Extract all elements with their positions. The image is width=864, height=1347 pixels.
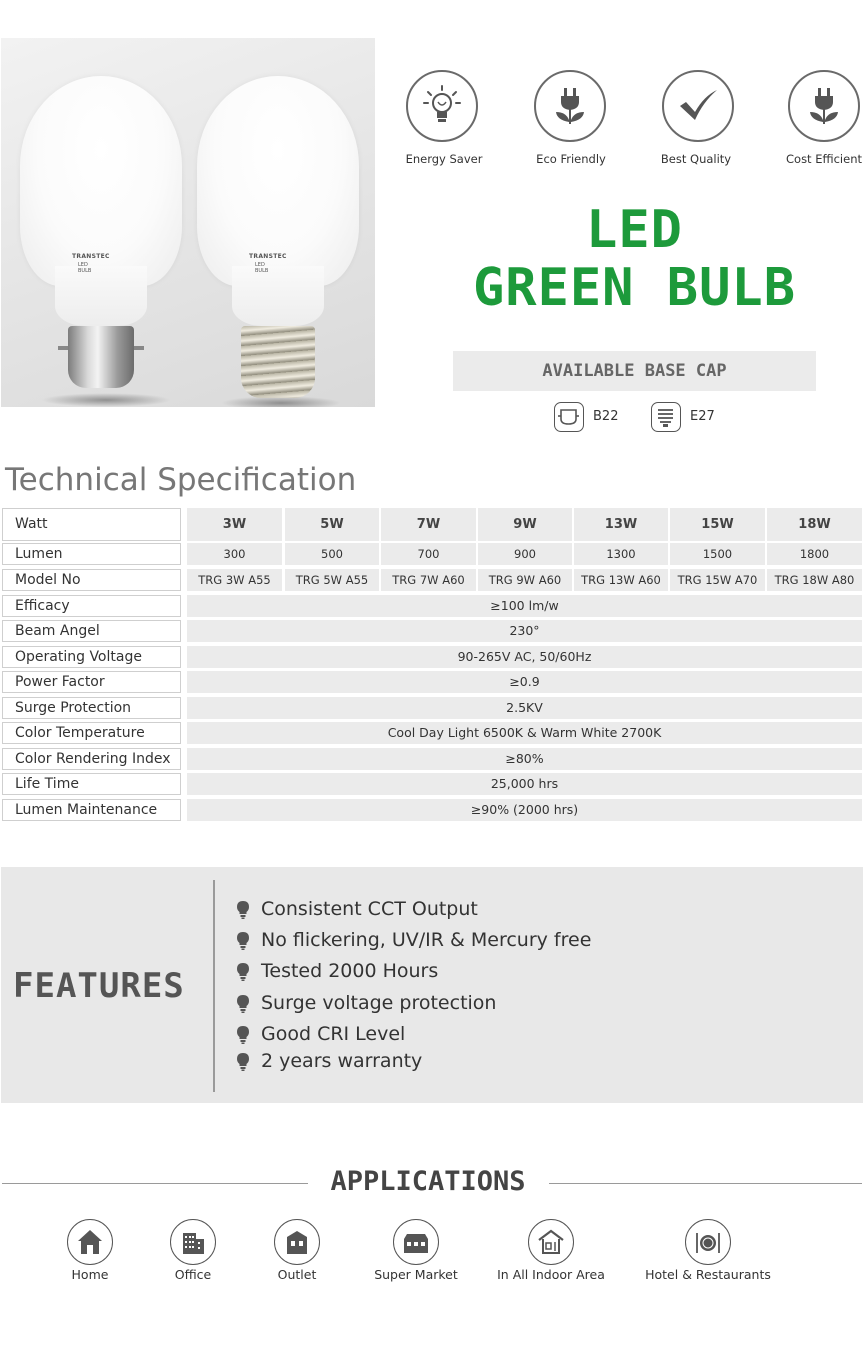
- spec-cell: ≥0.9: [187, 671, 862, 693]
- eco-plug-leaf-icon: [788, 70, 860, 142]
- feature-text: Tested 2000 Hours: [261, 960, 439, 982]
- spec-column-header: 3W: [187, 508, 282, 541]
- b22-cap-icon: [554, 402, 584, 432]
- spec-cell: 1500: [670, 543, 765, 565]
- application-label: In All Indoor Area: [497, 1267, 605, 1282]
- spec-cell: 900: [478, 543, 572, 565]
- spec-cell: 230°: [187, 620, 862, 642]
- base-cap-option: B22: [593, 409, 619, 424]
- product-photo: [1, 38, 375, 407]
- spec-row-label: Beam Angel: [2, 620, 181, 642]
- bulb-bullet-icon: [237, 963, 249, 981]
- spec-column-header: 18W: [767, 508, 862, 541]
- spec-cell: ≥90% (2000 hrs): [187, 799, 862, 821]
- spec-column-header: 13W: [574, 508, 668, 541]
- spec-column-header: 5W: [285, 508, 379, 541]
- spec-row-label: Operating Voltage: [2, 646, 181, 668]
- highlight-label: Best Quality: [660, 152, 732, 166]
- spec-cell: TRG 18W A80: [767, 569, 862, 591]
- bulb-bullet-icon: [237, 1053, 249, 1071]
- spec-cell: TRG 15W A70: [670, 569, 765, 591]
- spec-cell: 25,000 hrs: [187, 773, 862, 795]
- product-title-line1: LED: [586, 200, 683, 260]
- application-label: Super Market: [374, 1267, 458, 1282]
- bulb-bullet-icon: [237, 901, 249, 919]
- feature-text: No flickering, UV/IR & Mercury free: [261, 929, 592, 951]
- base-cap-option: E27: [690, 409, 715, 424]
- spec-row-label: Watt: [2, 508, 181, 541]
- home-icon: [67, 1219, 113, 1265]
- applications-rule-left: [2, 1183, 308, 1184]
- highlight-label: Energy Saver: [405, 152, 483, 166]
- office-building-icon: [170, 1219, 216, 1265]
- spec-row-label: Lumen: [2, 543, 181, 565]
- feature-text: Good CRI Level: [261, 1023, 406, 1045]
- e27-cap-icon: [651, 402, 681, 432]
- spec-cell: 700: [381, 543, 476, 565]
- spec-cell: TRG 13W A60: [574, 569, 668, 591]
- bulb-type-label: LED BULB: [78, 262, 92, 274]
- spec-cell: TRG 5W A55: [285, 569, 379, 591]
- spec-row-label: Life Time: [2, 773, 181, 795]
- spec-column-header: 15W: [670, 508, 765, 541]
- spec-cell: 1800: [767, 543, 862, 565]
- feature-text: Surge voltage protection: [261, 992, 497, 1014]
- spec-row-label: Efficacy: [2, 595, 181, 617]
- bulb-bullet-icon: [237, 932, 249, 950]
- spec-column-header: 9W: [478, 508, 572, 541]
- spec-row-label: Color Temperature: [2, 722, 181, 744]
- spec-cell: TRG 9W A60: [478, 569, 572, 591]
- bulb-brand-label: TRANSTEC: [72, 253, 110, 260]
- application-label: Outlet: [277, 1267, 317, 1282]
- features-divider: [213, 880, 215, 1092]
- feature-text: 2 years warranty: [261, 1050, 423, 1072]
- spec-cell: 2.5KV: [187, 697, 862, 719]
- spec-cell: TRG 3W A55: [187, 569, 282, 591]
- spec-cell: Cool Day Light 6500K & Warm White 2700K: [187, 722, 862, 744]
- bulb-bullet-icon: [237, 995, 249, 1013]
- spec-cell: 500: [285, 543, 379, 565]
- application-label: Home: [71, 1267, 109, 1282]
- application-label: Office: [174, 1267, 212, 1282]
- spec-row-label: Lumen Maintenance: [2, 799, 181, 821]
- applications-rule-right: [549, 1183, 862, 1184]
- product-title-line2: GREEN BULB: [472, 258, 797, 318]
- feature-text: Consistent CCT Output: [261, 898, 478, 920]
- bulb-bullet-icon: [237, 1026, 249, 1044]
- restaurant-plate-icon: [685, 1219, 731, 1265]
- bulb-brand-label: TRANSTEC: [249, 253, 287, 260]
- base-cap-heading: AVAILABLE BASE CAP: [453, 351, 816, 391]
- spec-cell: TRG 7W A60: [381, 569, 476, 591]
- application-label: Hotel & Restaurants: [645, 1267, 771, 1282]
- outlet-store-icon: [274, 1219, 320, 1265]
- indoor-area-icon: [528, 1219, 574, 1265]
- highlight-label: Cost Efficient: [786, 152, 862, 166]
- features-title: FEATURES: [13, 966, 185, 1006]
- energy-bulb-icon: [406, 70, 478, 142]
- supermarket-icon: [393, 1219, 439, 1265]
- highlight-label: Eco Friendly: [536, 152, 606, 166]
- spec-cell: ≥100 lm/w: [187, 595, 862, 617]
- spec-title: Technical Specification: [5, 462, 357, 498]
- spec-row-label: Color Rendering Index: [2, 748, 181, 770]
- spec-column-header: 7W: [381, 508, 476, 541]
- spec-cell: 90-265V AC, 50/60Hz: [187, 646, 862, 668]
- checkmark-icon: [662, 70, 734, 142]
- spec-row-label: Surge Protection: [2, 697, 181, 719]
- spec-row-label: Model No: [2, 569, 181, 591]
- spec-cell: 300: [187, 543, 282, 565]
- bulb-type-label: LED BULB: [255, 262, 269, 274]
- applications-title: APPLICATIONS: [330, 1166, 526, 1197]
- spec-row-label: Power Factor: [2, 671, 181, 693]
- eco-plug-leaf-icon: [534, 70, 606, 142]
- spec-cell: ≥80%: [187, 748, 862, 770]
- spec-cell: 1300: [574, 543, 668, 565]
